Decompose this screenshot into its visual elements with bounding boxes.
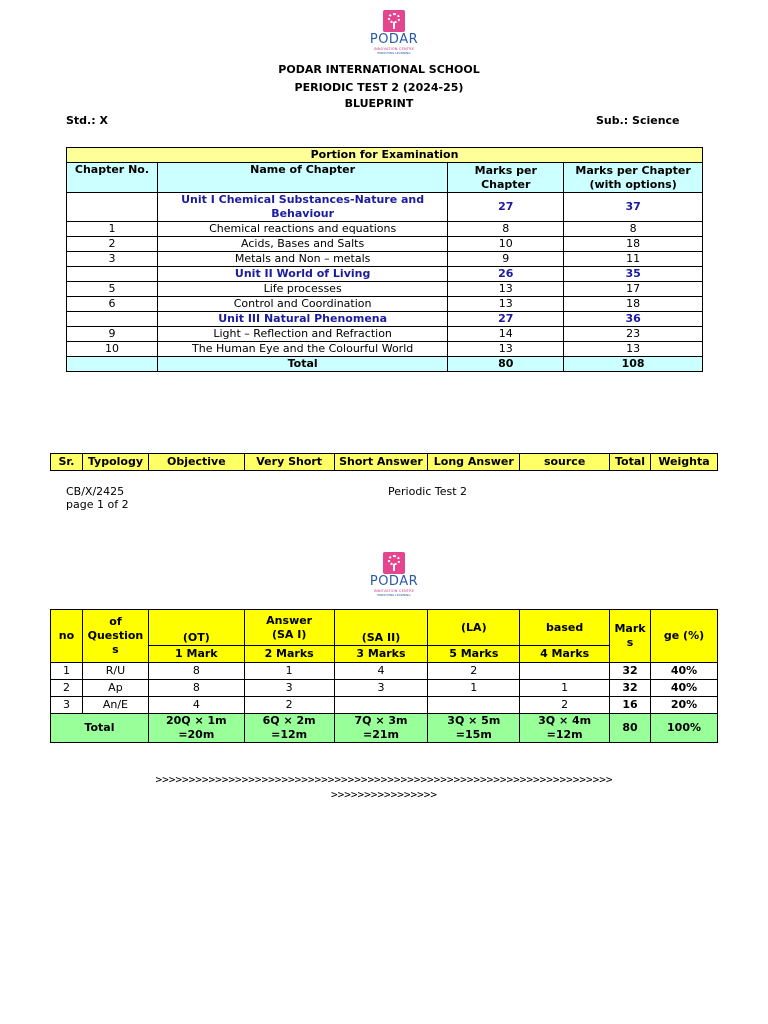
logo-subtitle: INNOVATION CENTRE	[373, 47, 415, 51]
chapter-name: The Human Eye and the Colourful World	[157, 342, 447, 357]
strip-cell: Objective	[148, 454, 244, 471]
header-chapter-name: Name of Chapter	[157, 163, 447, 193]
total-marks: 80	[448, 357, 564, 372]
grid-cell: R/U	[82, 663, 148, 680]
arrow-line-1: >>>>>>>>>>>>>>>>>>>>>>>>>>>>>>>>>>>>>>>>>>>>>>>>>>>>>>>>>>>>>>>>>>>>>	[155, 773, 613, 786]
chapter-no	[67, 312, 158, 327]
std-label: Std.: X	[66, 114, 108, 127]
grid-cell: 8	[148, 663, 244, 680]
logo-subtitle: INNOVATION CENTRE	[373, 589, 415, 593]
grid-head-based: based	[520, 610, 610, 646]
chapter-row	[67, 252, 703, 267]
chapter-name: Unit II World of Living	[157, 267, 447, 282]
test-title: PERIODIC TEST 2 (2024-25)	[294, 81, 464, 94]
total-label: Total	[157, 357, 447, 372]
portion-banner: Portion for Examination	[67, 148, 703, 163]
grid-total-cell: 3Q × 4m =12m	[520, 714, 610, 743]
subject-label: Sub.: Science	[596, 114, 680, 127]
podar-logo-2	[364, 552, 424, 597]
logo-word: PODAR	[369, 574, 419, 589]
chapter-row	[67, 282, 703, 297]
grid-head-sa2: (SA II)	[334, 610, 428, 646]
grid-cell: 3	[244, 680, 334, 697]
header-marks-options: Marks per Chapter (with options)	[564, 163, 703, 193]
tree-icon	[383, 10, 405, 32]
grid-head-ot: (OT)	[148, 610, 244, 646]
strip-cell: Very Short	[244, 454, 334, 471]
grid-head-percent: ge (%)	[651, 610, 718, 663]
header-chapter-no: Chapter No.	[67, 163, 158, 193]
grid-head-marks-type: 5 Marks	[428, 646, 520, 663]
chapter-marks: 13	[448, 282, 564, 297]
unit-row	[67, 267, 703, 282]
chapter-no: 9	[67, 327, 158, 342]
chapter-marks: 13	[448, 297, 564, 312]
strip-cell: source	[520, 454, 610, 471]
grid-total-label: Total	[51, 714, 149, 743]
chapter-name: Unit III Natural Phenomena	[157, 312, 447, 327]
logo-tagline: ENRICHING LEARNING	[377, 51, 411, 55]
chapter-marks: 26	[448, 267, 564, 282]
grid-cell: 20%	[651, 697, 718, 714]
strip-cell: Sr.	[51, 454, 83, 471]
chapter-name: Life processes	[157, 282, 447, 297]
logo-tagline: ENRICHING LEARNING	[377, 593, 411, 597]
chapter-no: 5	[67, 282, 158, 297]
logo-word: PODAR	[369, 32, 419, 47]
chapter-marks: 9	[448, 252, 564, 267]
grid-row	[51, 697, 718, 714]
grid-cell	[428, 697, 520, 714]
chapter-marks: 13	[448, 342, 564, 357]
grid-cell: 3	[334, 680, 428, 697]
grid-cell: 32	[610, 680, 651, 697]
grid-cell: 40%	[651, 680, 718, 697]
grid-cell: 32	[610, 663, 651, 680]
chapter-row	[67, 297, 703, 312]
grid-head-answer	[244, 610, 334, 646]
strip-cell: Weighta	[650, 454, 717, 471]
chapter-no: 1	[67, 222, 158, 237]
chapter-marks-options: 13	[564, 342, 703, 357]
strip-cell: Typology	[82, 454, 148, 471]
question-grid	[50, 609, 718, 743]
grid-head-answer-label: Answer	[266, 613, 313, 627]
grid-head-no: no	[51, 610, 83, 663]
grid-head-sa1: (SA I)	[271, 627, 307, 641]
chapter-marks-options: 17	[564, 282, 703, 297]
strip-cell: Short Answer	[334, 454, 428, 471]
chapter-marks-options: 37	[564, 193, 703, 222]
grid-total-cell: 80	[610, 714, 651, 743]
grid-cell	[334, 697, 428, 714]
grid-total-cell: 6Q × 2m =12m	[244, 714, 334, 743]
footer-title: Periodic Test 2	[388, 485, 468, 498]
total-empty	[67, 357, 158, 372]
grid-head-marks-type: 2 Marks	[244, 646, 334, 663]
arrow-line-2: >>>>>>>>>>>>>>>>	[331, 788, 437, 801]
chapter-marks: 27	[448, 193, 564, 222]
grid-cell: 4	[148, 697, 244, 714]
grid-cell: 16	[610, 697, 651, 714]
chapter-no: 3	[67, 252, 158, 267]
grid-total-cell: 20Q × 1m =20m	[148, 714, 244, 743]
chapter-marks: 10	[448, 237, 564, 252]
chapter-marks: 8	[448, 222, 564, 237]
grid-cell: 8	[148, 680, 244, 697]
grid-cell: 40%	[651, 663, 718, 680]
chapter-marks-options: 18	[564, 297, 703, 312]
grid-cell: Ap	[82, 680, 148, 697]
grid-head-question: of Question s	[82, 610, 148, 663]
chapter-no	[67, 193, 158, 222]
chapter-no	[67, 267, 158, 282]
grid-cell	[520, 663, 610, 680]
chapter-name: Metals and Non – metals	[157, 252, 447, 267]
chapter-marks: 14	[448, 327, 564, 342]
chapter-marks: 27	[448, 312, 564, 327]
chapter-row	[67, 327, 703, 342]
grid-cell: 2	[51, 680, 83, 697]
total-marks-options: 108	[564, 357, 703, 372]
chapter-marks-options: 36	[564, 312, 703, 327]
chapter-no: 2	[67, 237, 158, 252]
grid-cell: 1	[428, 680, 520, 697]
doc-title: BLUEPRINT	[344, 97, 414, 110]
chapter-marks-options: 18	[564, 237, 703, 252]
grid-head-marks-type: 1 Mark	[148, 646, 244, 663]
grid-cell: 1	[244, 663, 334, 680]
unit-row	[67, 312, 703, 327]
strip-cell: Long Answer	[428, 454, 520, 471]
grid-cell: 2	[520, 697, 610, 714]
grid-cell: 2	[428, 663, 520, 680]
grid-head-la: (LA)	[428, 610, 520, 646]
chapter-no: 10	[67, 342, 158, 357]
grid-total-cell: 7Q × 3m =21m	[334, 714, 428, 743]
blueprint-table	[66, 147, 703, 372]
grid-cell: An/E	[82, 697, 148, 714]
grid-total-cell: 100%	[651, 714, 718, 743]
school-name: PODAR INTERNATIONAL SCHOOL	[278, 63, 480, 76]
doc-code: CB/X/2425	[66, 485, 125, 498]
grid-total-cell: 3Q × 5m =15m	[428, 714, 520, 743]
grid-cell: 1	[51, 663, 83, 680]
tree-icon	[383, 552, 405, 574]
typology-strip	[50, 453, 718, 471]
podar-logo	[364, 10, 424, 55]
grid-cell: 2	[244, 697, 334, 714]
grid-row	[51, 680, 718, 697]
grid-cell: 1	[520, 680, 610, 697]
chapter-row	[67, 237, 703, 252]
chapter-name: Light – Reflection and Refraction	[157, 327, 447, 342]
chapter-name: Unit I Chemical Substances-Nature and Behaviour	[157, 193, 447, 222]
grid-row	[51, 663, 718, 680]
chapter-name: Control and Coordination	[157, 297, 447, 312]
grid-head-marks-type: 3 Marks	[334, 646, 428, 663]
chapter-name: Acids, Bases and Salts	[157, 237, 447, 252]
chapter-no: 6	[67, 297, 158, 312]
chapter-name: Chemical reactions and equations	[157, 222, 447, 237]
page-number: page 1 of 2	[66, 498, 129, 511]
chapter-marks-options: 23	[564, 327, 703, 342]
grid-cell: 3	[51, 697, 83, 714]
unit-row	[67, 193, 703, 222]
chapter-marks-options: 11	[564, 252, 703, 267]
chapter-marks-options: 8	[564, 222, 703, 237]
strip-cell: Total	[610, 454, 651, 471]
grid-cell: 4	[334, 663, 428, 680]
header-marks: Marks per Chapter	[448, 163, 564, 193]
grid-head-marks: Mark s	[610, 610, 651, 663]
chapter-row	[67, 222, 703, 237]
chapter-row	[67, 342, 703, 357]
grid-head-marks-type: 4 Marks	[520, 646, 610, 663]
chapter-marks-options: 35	[564, 267, 703, 282]
